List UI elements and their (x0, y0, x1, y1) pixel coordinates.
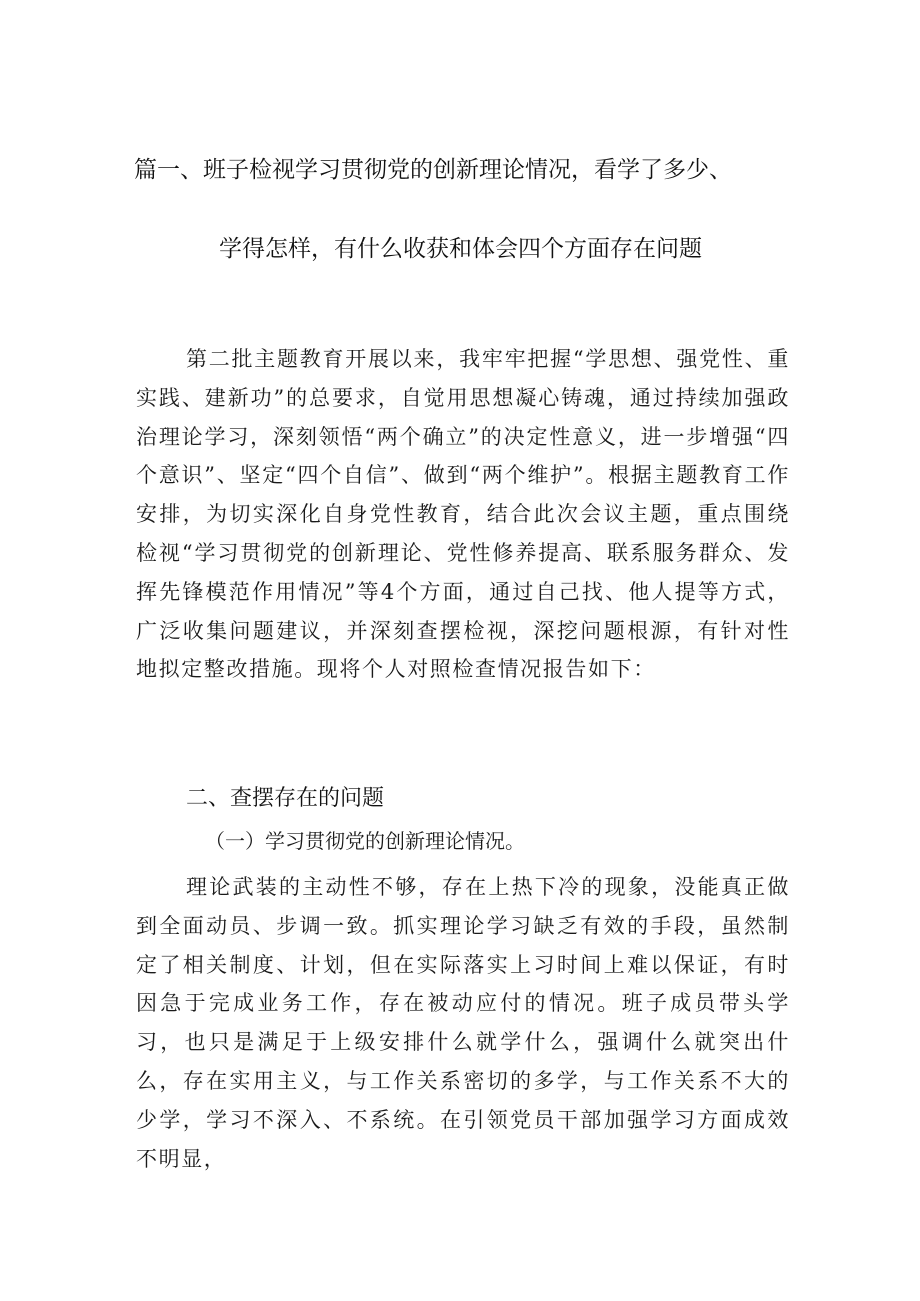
problem-section (136, 868, 790, 1178)
section-paragraph: 理论武装的主动性不够，存在上热下冷的现象，没能真正做到全面动员、步调一致。抓实理论学习缺乏有效的手段，虽然制定了相关制度、计划，但在实际落实上习时间上难以保证，有时因急于完成业务工作，存在被动应付的情况。班子成员带头学习，也只是满足于上级安排什么就学什么，强调什么就突出什么，存在实用主义，与工作关系密切的多学，与工作关系不大的少学，学习不深入、不系统。在引领党员干部加强学习方面成效不明显， (136, 875, 790, 1171)
sub-heading: （一）学习贯彻党的创新理论情况。 (205, 829, 525, 853)
intro-paragraph: 第二批主题教育开展以来，我牢牢把握“学思想、强党性、重实践、建新功”的总要求，自觉用思想凝心铸魂，通过持续加强政治理论学习，深刻领悟“两个确立”的决定性意义，进一步增强“四个意识”、坚定“四个自信”、做到“两个维护”。根据主题教育工作安排，为切实深化自身党性教育，结合此次会议主题，重点围绕检视“学习贯彻党的创新理论、党性修养提高、联系服务群众、发挥先锋模范作用情况”等4个方面，通过自己找、他人提等方式，广泛收集问题建议，并深刻查摆检视，深挖问题根源，有针对性地拟定整改措施。现将个人对照检查情况报告如下： (136, 347, 790, 682)
intro-section (136, 340, 790, 689)
document-title (0, 150, 920, 269)
title-line-2: 学得怎样，有什么收获和体会四个方面存在问题 (219, 236, 702, 262)
section-heading: 二、查摆存在的问题 (186, 786, 385, 811)
title-line-1: 篇一、班子检视学习贯彻党的创新理论情况，看学了多少、 (134, 157, 732, 183)
